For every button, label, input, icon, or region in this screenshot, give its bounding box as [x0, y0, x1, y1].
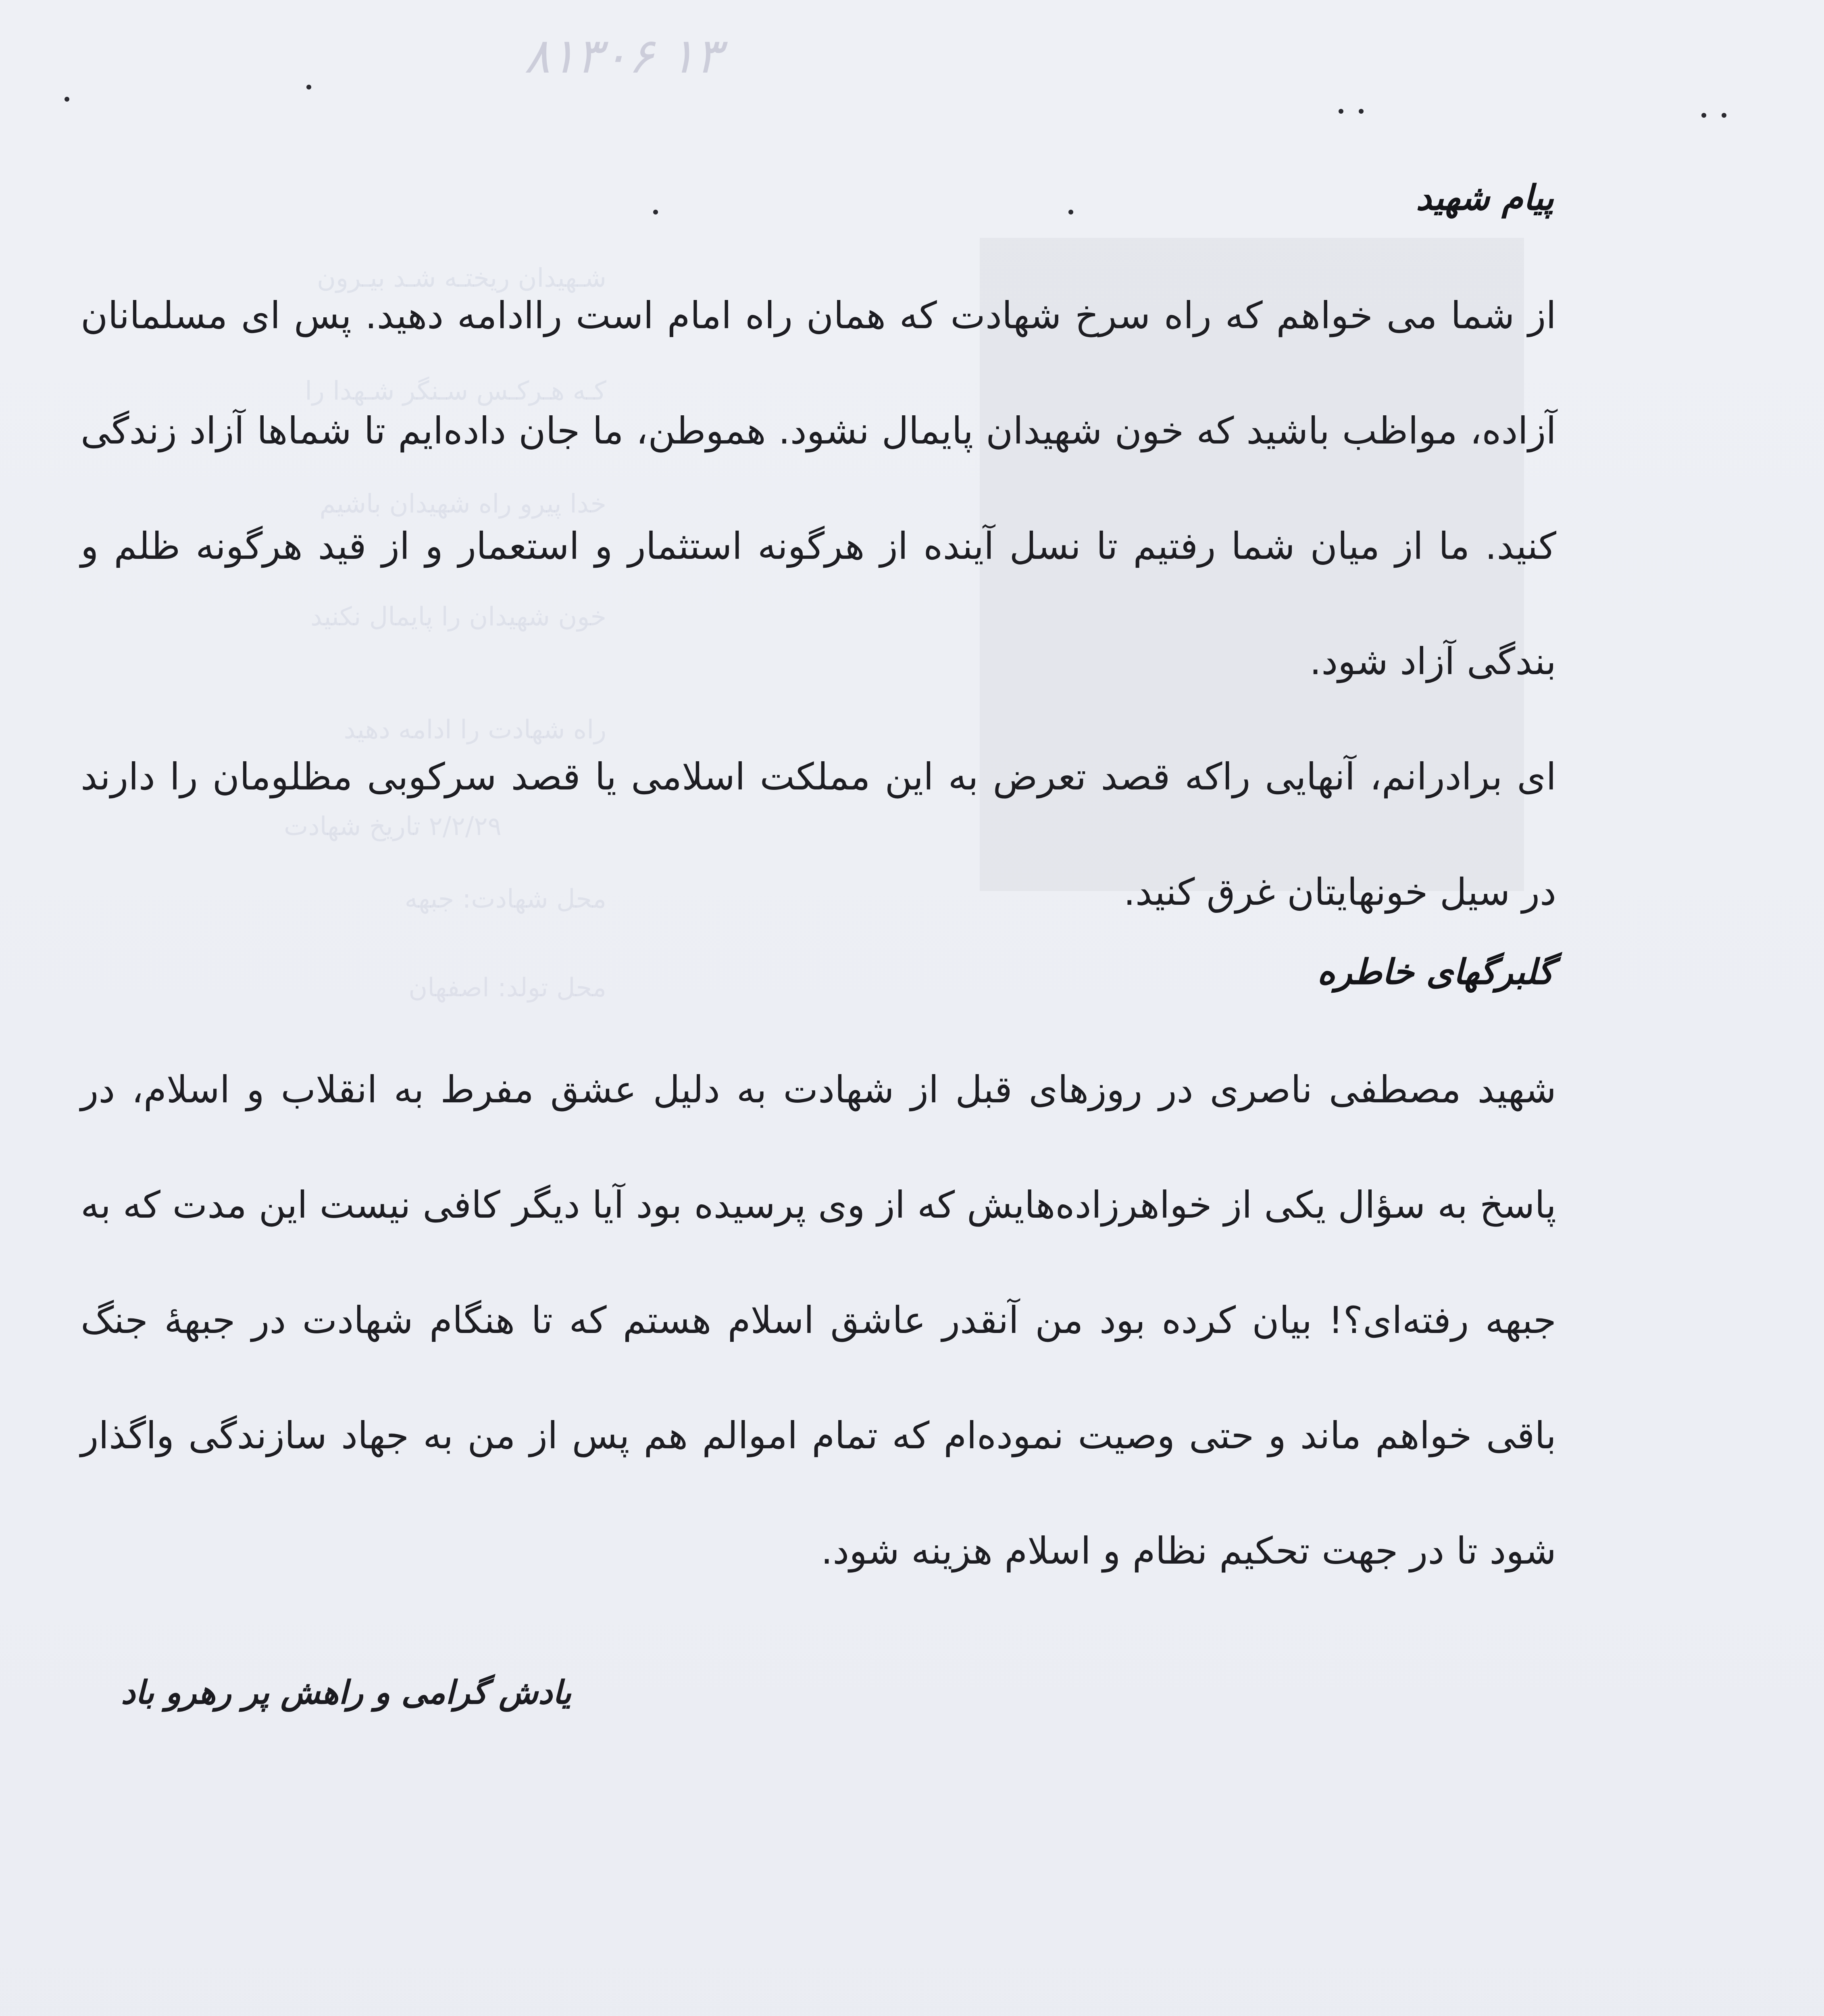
- bleed-through-line: محل تولد: اصفهان: [408, 973, 606, 1003]
- memory-body: [81, 1032, 1556, 1609]
- print-dot: [1722, 113, 1726, 118]
- print-dot: [1701, 113, 1706, 118]
- message-paragraph: از شما می خواهم که راه سرخ شهادت که همان راه امام است راادامه دهید. پس ای مسلمانان آزاده، مواظب باشید که خون شهیدان پایمال نشود. هموطن، ما جان داده‌ایم تا شماها آزاد زندگی کنید. ما از میان شما رفتیم تا نسل آینده از هرگونه استثمار و استعمار و از قید هرگونه ظلم و بندگی آزاد شود.: [81, 294, 1556, 683]
- print-dot: [65, 97, 69, 102]
- message-heading: پیام شهید: [1416, 177, 1554, 218]
- memory-paragraph: شهید مصطفی ناصری در روزهای قبل از شهادت به دلیل عشق مفرط به انقلاب و اسلام، در پاسخ به سؤال یکی از خواهرزاده‌هایش که از وی پرسیده بود آیا دیگر کافی نیست این مدت که به جبهه رفته‌ای؟! بیان کرده بود من آنقدر عاشق اسلام هستم که تا هنگام شهادت در جبههٔ جنگ باقی خواهم ماند و حتی وصیت نموده‌ام که تمام اموالم هم پس از من به جهاد سازندگی واگذار شود تا در جهت تحکیم نظام و اسلام هزینه شود.: [81, 1068, 1556, 1572]
- bleed-through-line: محل شهادت: جبهه: [404, 884, 606, 914]
- top-handwritten-number: ۸۱۳۰۶ ۱۳: [524, 28, 722, 84]
- message-body: [81, 258, 1556, 950]
- bleed-through-line: راه شهادت را ادامه دهید: [344, 715, 606, 745]
- print-dot: [1359, 109, 1364, 114]
- bleed-through-line: خون شهیدان را پایمال نکنید: [310, 602, 606, 632]
- closing-line: یادش گرامی و راهش پر رهرو باد: [121, 1673, 571, 1711]
- memory-heading: گلبرگهای خاطره: [1317, 952, 1554, 992]
- bleed-through-line: کـه هـرکـس سـنگر شـهدا را: [305, 376, 606, 406]
- message-paragraph: ای برادرانم، آنهایی راکه قصد تعرض به این مملکت اسلامی یا قصد سرکوبی مظلومان را دارند در سیل خونهایتان غرق کنید.: [81, 755, 1556, 914]
- print-dot: [653, 210, 658, 215]
- print-dot: [306, 85, 311, 90]
- bleed-through-line: ۲/۲/۲۹ تاریخ شهادت: [283, 812, 502, 841]
- bleed-through-line: شـهیدان ریختـه شـد بیـرون: [316, 263, 606, 293]
- print-dot: [1339, 109, 1343, 114]
- bleed-through-line: خدا پیرو راه شهیدان باشیم: [319, 489, 606, 519]
- print-dot: [1068, 210, 1073, 215]
